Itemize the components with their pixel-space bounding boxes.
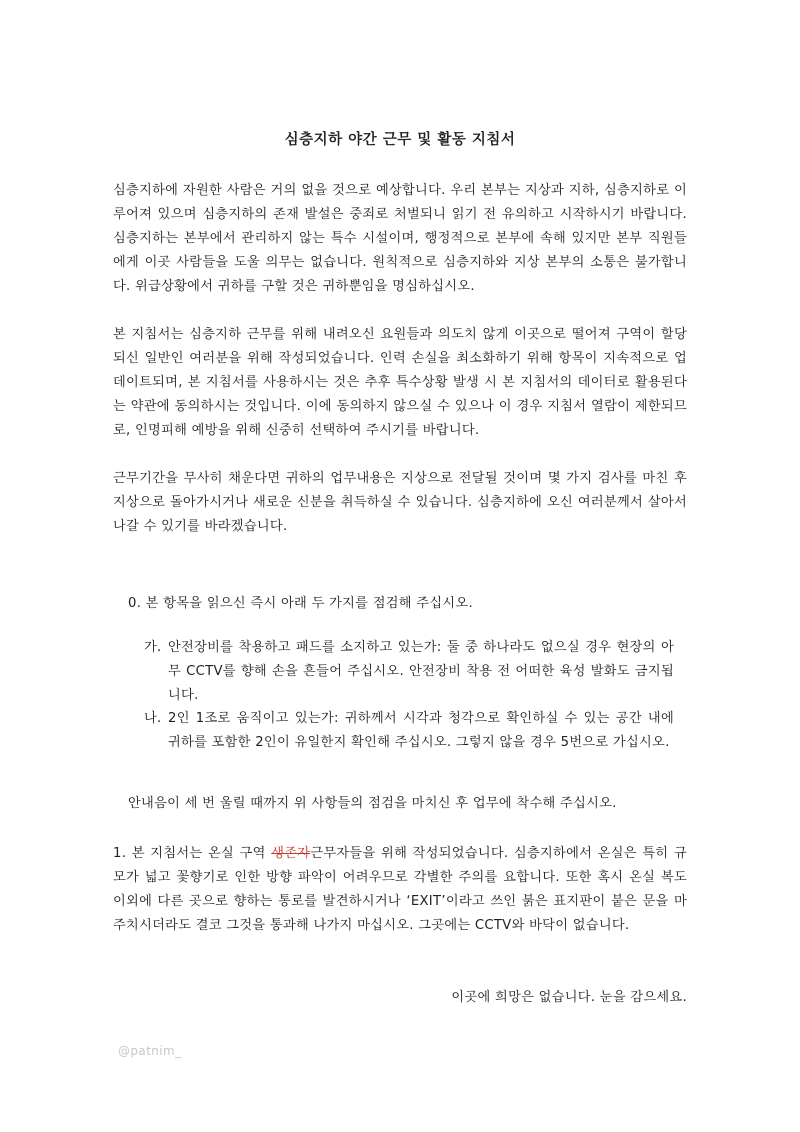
subitem-text: 2인 1조로 움직이고 있는가: 귀하께서 시각과 청각으로 확인하실 수 있는 공간 내에 귀하를 포함한 2인이 유일한지 확인해 주십시오. 그렇지 않을 경우 5번으로 가십시오. — [168, 711, 674, 750]
subitem-marker: 나. — [144, 711, 162, 726]
item-0-notice: 안내음이 세 번 울릴 때까지 위 사항들의 점검을 마치신 후 업무에 착수해 주십시오. — [128, 796, 617, 811]
item-0-subitem-na — [144, 707, 674, 755]
intro-paragraph-1: 심층지하에 자원한 사람은 거의 없을 것으로 예상합니다. 우리 본부는 지상과 지하, 심층지하로 이루어져 있으며 심층지하의 존재 발설은 중죄로 처벌되니 읽기 전 유의하고 시작하시기 바랍니다. 심층지하는 본부에서 관리하지 않는 특수 시설이며, 행정적으로 본부에 속해 있지만 본부 직원들에게 이곳 사람들을 도울 의무는 없습니다. 원칙적으로 심층지하와 지상 본부의 소통은 불가합니다. 위급상황에서 귀하를 구할 것은 귀하뿐임을 명심하십시오. — [113, 183, 687, 294]
item-1-paragraph — [113, 842, 687, 938]
subitem-text: 안전장비를 착용하고 패드를 소지하고 있는가: 둘 중 하나라도 없으실 경우 현장의 아무 CCTV를 향해 손을 흔들어 주십시오. 안전장비 착용 전 어떠한 육성 발화도 금지됩니다. — [168, 640, 674, 703]
item-1-prefix: 1. 본 지침서는 온실 구역 — [113, 846, 272, 861]
document-title: 심층지하 야간 근무 및 활동 지침서 — [284, 132, 516, 148]
intro-paragraph-3: 근무기간을 무사히 채운다면 귀하의 업무내용은 지상으로 전달될 것이며 몇 가지 검사를 마친 후 지상으로 돌아가시거나 새로운 신분을 취득하실 수 있습니다. 심층지하에 오신 여러분께서 살아서 나갈 수 있기를 바라겠습니다. — [113, 471, 687, 534]
subitem-marker: 가. — [144, 640, 162, 655]
item-1-suffix: 근무자들을 위해 작성되었습니다. 심층지하에서 온실은 특히 규모가 넓고 꽃향기로 인한 방향 파악이 어려우므로 각별한 주의를 요합니다. 또한 혹시 온실 복도 이외에 다른 곳으로 향하는 통로를 발견하시거나 ‘EXIT’이라고 쓰인 붉은 표지판이 붙은 문을 마주치시더라도 결코 그것을 통과해 나가지 마십시오. 그곳에는 CCTV와 바닥이 없습니다. — [113, 846, 687, 933]
item-0-heading: 0. 본 항목을 읽으신 즉시 아래 두 가지를 점검해 주십시오. — [128, 596, 473, 611]
item-0-subitem-ga — [144, 636, 674, 708]
closing-line: 이곳에 희망은 없습니다. 눈을 감으세요. — [451, 990, 687, 1005]
intro-paragraph-2: 본 지침서는 심층지하 근무를 위해 내려오신 요원들과 의도치 않게 이곳으로 떨어져 구역이 할당되신 일반인 여러분을 위해 작성되었습니다. 인력 손실을 최소화하기 위해 항목이 지속적으로 업데이트되며, 본 지침서를 사용하시는 것은 추후 특수상황 발생 시 본 지침서의 데이터로 활용된다는 약관에 동의하시는 것입니다. 이에 동의하지 않으실 수 있으나 이 경우 지침서 열람이 제한되므로, 인명피해 예방을 위해 신중히 선택하여 주시기를 바랍니다. — [113, 327, 687, 438]
watermark: @patnim_ — [118, 1044, 182, 1058]
struck-text: 생존자 — [271, 846, 311, 861]
